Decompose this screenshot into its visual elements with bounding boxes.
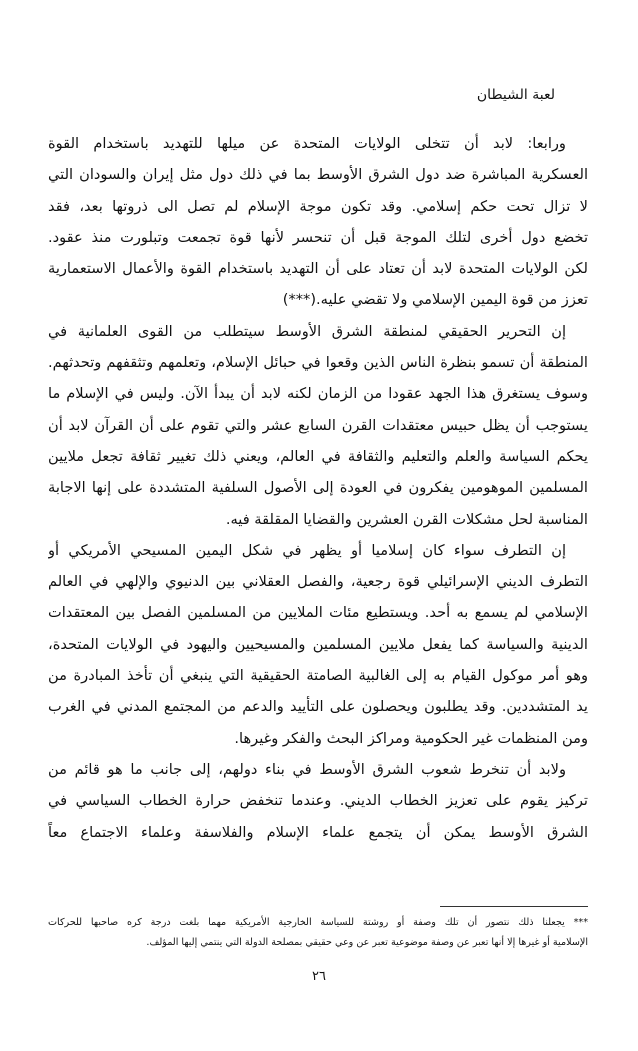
text-line: العسكرية المباشرة ضد دول الشرق الأوسط بما في ذلك دول مثل إيران والسودان التي	[48, 166, 588, 184]
text-line: ورابعا: لابد أن تتخلى الولايات المتحدة عن ميلها للتهديد باستخدام القوة	[48, 135, 566, 152]
text-line: إن التطرف سواء كان إسلاميا أو يظهر في شكل اليمين المسيحي الأمريكي أو	[48, 541, 566, 559]
footnote	[48, 913, 588, 953]
text-line: التطرف الديني الإسرائيلي قوة رجعية، والفصل العقلاني بين الدنيوي والإلهي في العالم	[48, 573, 588, 591]
text-line: تعزز من قوة اليمين الإسلامي ولا تقضي عليه.(***)	[282, 291, 588, 309]
text-line: لا تزال تحت حكم إسلامي. وقد تكون موجة الإسلام لم تصل الى ذروتها بعد، فقد	[48, 197, 588, 215]
footnote-divider	[440, 906, 588, 907]
text-line: الدينية والسياسة كما يفعل ملايين المسلمين والمسيحيين واليهود في الولايات المتحدة،	[48, 635, 588, 653]
text-line: المنطقة أن تسمو بنظرة الناس الذين وقعوا في حبائل الإسلام، وتعلمهم وتثقفهم وتحدثهم.	[48, 354, 588, 372]
text-line: تركيز يقوم على تعزيز الخطاب الديني. وعندما تنخفض حرارة الخطاب السياسي في	[48, 792, 588, 810]
running-header: لعبة الشيطان	[476, 87, 555, 103]
text-line: يستوجب أن يظل حبيس معتقدات القرن السابع عشر والتي تقوم على أن القرآن لابد أن	[48, 416, 588, 434]
text-line: يحكم السياسة والعلم والتعليم والثقافة في العالم، ويعني ذلك تغيير ثقافة تجعل ملايين	[48, 447, 588, 465]
text-line: وهو أمر موكول القيام به إلى الغالبية الصامتة الحقيقية التي ينبغي أن تأخذ المبادرة من	[48, 667, 588, 685]
page-number: ٢٦	[312, 969, 326, 984]
text-line: يد المتشددين. وقد يطلبون ويحصلون على التأييد والدعم من المجتمع المدني في الغرب	[48, 698, 588, 716]
footnote-line: الإسلامية أو غيرها إلا أنها تعبر عن وصفة موضوعية تعبر عن وعي حقيقي بمصلحة الدولة التي ينتمي إليها المؤلف.	[146, 937, 588, 948]
text-line: لكن الولايات المتحدة لابد أن تعتاد على أن التهديد باستخدام القوة والأعمال الاستعمارية	[48, 260, 588, 278]
text-line: ومن المنظمات غير الحكومية ومراكز البحث والفكر وغيرها.	[234, 729, 588, 747]
text-line: المناسبة لحل مشكلات القرن العشرين والقضايا المقلقة فيه.	[225, 510, 588, 528]
text-line: الشرق الأوسط يمكن أن يتجمع علماء الإسلام والفلاسفة وعلماء الاجتماع معاً	[48, 823, 588, 841]
footnote-line: *** يجعلنا ذلك نتصور أن تلك وصفة أو روشتة للسياسة الخارجية الأمريكية مهما بلغت درجة كره صاحبها للحركات	[48, 917, 588, 928]
text-line: وسوف يستغرق هذا الجهد عقودا من الزمان لكنه لابد أن يبدأ الآن. وليس في الإسلام ما	[48, 385, 588, 403]
text-line: المسلمين الموهومين يفكرون في العودة إلى الأصول السلفية المتشددة على إنها الاجابة	[48, 479, 588, 497]
text-line: الإسلامي لم يسمع به أحد. ويستطيع مئات الملايين من المسلمين الفصل بين المعتقدات	[48, 604, 588, 622]
text-line: إن التحرير الحقيقي لمنطقة الشرق الأوسط سيتطلب من القوى العلمانية في	[48, 322, 566, 340]
text-line: ولابد أن تنخرط شعوب الشرق الأوسط في بناء دولهم، إلى جانب ما هو قائم من	[48, 760, 566, 778]
text-line: تخضع دول أخرى لتلك الموجة قبل أن تنحسر لأنها قوة تجمعت وتبلورت منذ عقود.	[48, 228, 588, 246]
main-text	[48, 128, 588, 848]
